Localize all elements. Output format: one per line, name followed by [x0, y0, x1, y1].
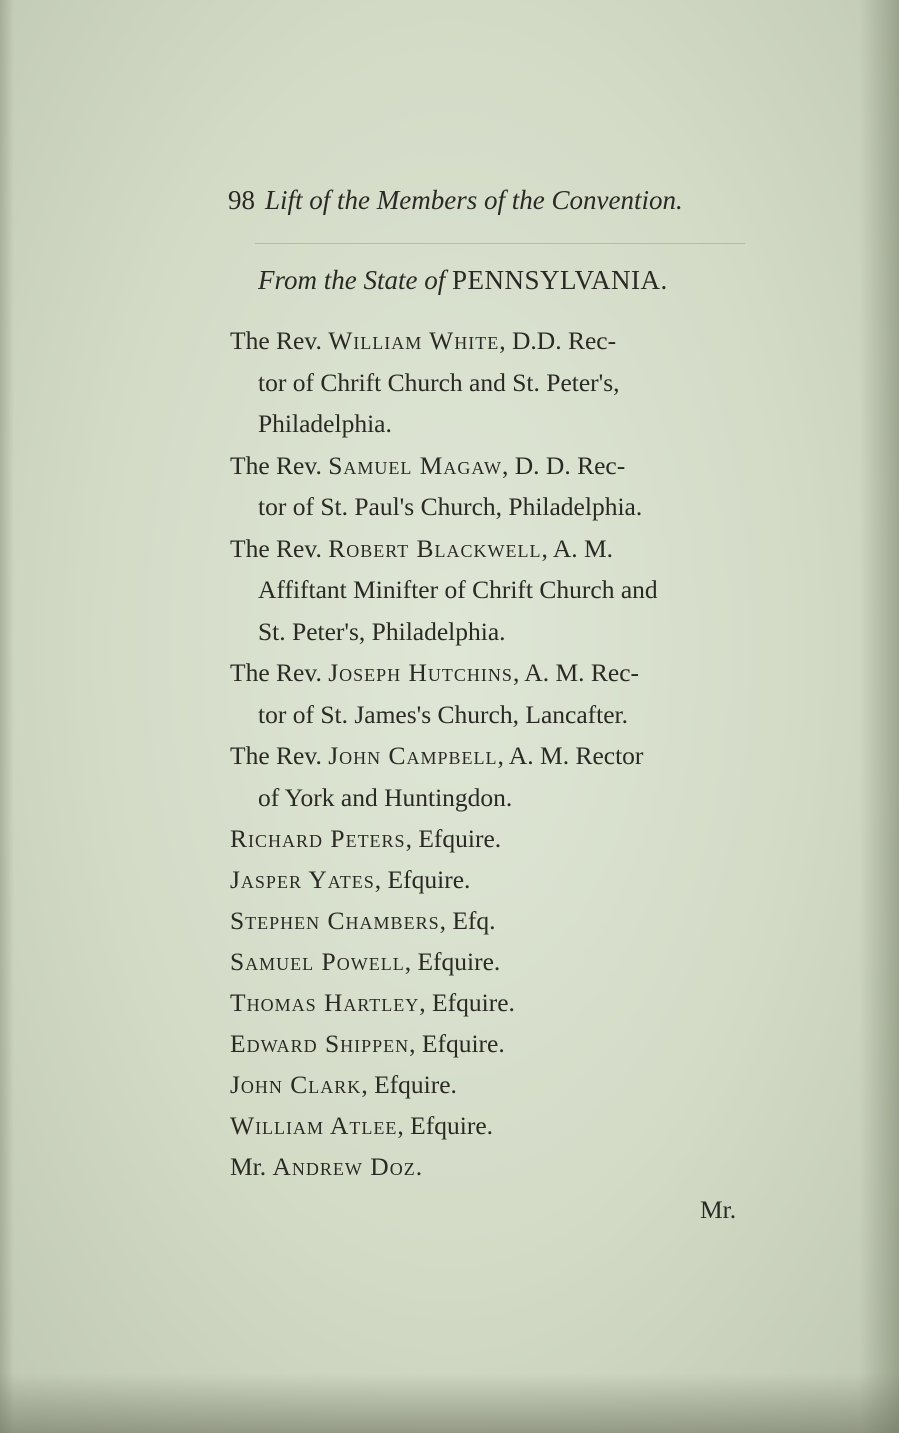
page-number: 98	[228, 185, 255, 215]
member-entry: William Atlee, Efquire.	[230, 1111, 494, 1140]
member-name: William Atlee	[230, 1111, 398, 1140]
member-entry: Jasper Yates, Efquire.	[230, 865, 471, 894]
member-entry: Mr. Andrew Doz.	[230, 1152, 423, 1181]
member-name: Samuel Magaw	[328, 450, 502, 480]
catchword: Mr.	[700, 1195, 737, 1224]
member-entry: Richard Peters, Efquire.	[230, 824, 502, 853]
member-name: Andrew Doz	[272, 1152, 416, 1181]
member-first-line: The Rev. William White, D.D. Rec-	[230, 326, 617, 355]
member-first-line: The Rev. John Campbell, A. M. Rector	[230, 741, 644, 770]
member-name: William White	[328, 326, 500, 355]
member-name: Richard Peters	[230, 824, 406, 853]
member-entry	[230, 320, 755, 445]
member-entry	[230, 528, 755, 653]
member-entry	[230, 735, 755, 818]
member-first-line: The Rev. Samuel Magaw, D. D. Rec-	[230, 450, 626, 480]
member-name: John Campbell	[328, 741, 498, 770]
member-list	[230, 320, 755, 1187]
member-name: Edward Shippen	[230, 1029, 410, 1058]
member-name: Thomas Hartley	[230, 988, 420, 1017]
member-continuation-line: St. Peter's, Philadelphia.	[258, 616, 506, 646]
page-bottom-edge-shadow	[0, 1373, 899, 1433]
member-name: Samuel Powell	[230, 947, 405, 976]
member-continuation-line: tor of St. Paul's Church, Philadelphia.	[258, 492, 643, 521]
member-entry	[230, 652, 755, 735]
running-header	[228, 182, 728, 218]
member-name: John Clark	[230, 1070, 362, 1099]
member-name: Joseph Hutchins	[328, 658, 513, 687]
member-name: Jasper Yates	[230, 865, 375, 894]
member-entry: Samuel Powell, Efquire.	[230, 947, 501, 976]
running-title: Lift of the Members of the Convention.	[265, 185, 683, 215]
member-continuation-line: of York and Huntingdon.	[258, 782, 513, 812]
member-entry: Stephen Chambers, Efq.	[230, 906, 496, 935]
member-entry: Edward Shippen, Efquire.	[230, 1029, 505, 1058]
member-entry: John Clark, Efquire.	[230, 1070, 457, 1099]
page-left-edge-shadow	[0, 0, 14, 1433]
member-continuation-line: Philadelphia.	[258, 409, 392, 438]
member-name: Stephen Chambers	[230, 906, 440, 935]
state-heading	[258, 262, 738, 298]
header-rule	[255, 243, 745, 244]
member-continuation-line: tor of Chrift Church and St. Peter's,	[258, 367, 620, 397]
state-heading-prefix: From the State of	[258, 265, 446, 295]
member-name: Robert Blackwell	[328, 533, 542, 563]
member-continuation-line: Affiftant Minifter of Chrift Church and	[258, 575, 658, 604]
member-first-line: The Rev. Robert Blackwell, A. M.	[230, 533, 614, 563]
member-continuation-line: tor of St. James's Church, Lancafter.	[258, 699, 628, 729]
member-entry: Thomas Hartley, Efquire.	[230, 988, 515, 1017]
state-heading-name: PENNSYLVANIA.	[451, 265, 668, 295]
page-right-edge-shadow	[859, 0, 899, 1433]
member-first-line: The Rev. Joseph Hutchins, A. M. Rec-	[230, 658, 640, 687]
member-entry	[230, 445, 755, 528]
